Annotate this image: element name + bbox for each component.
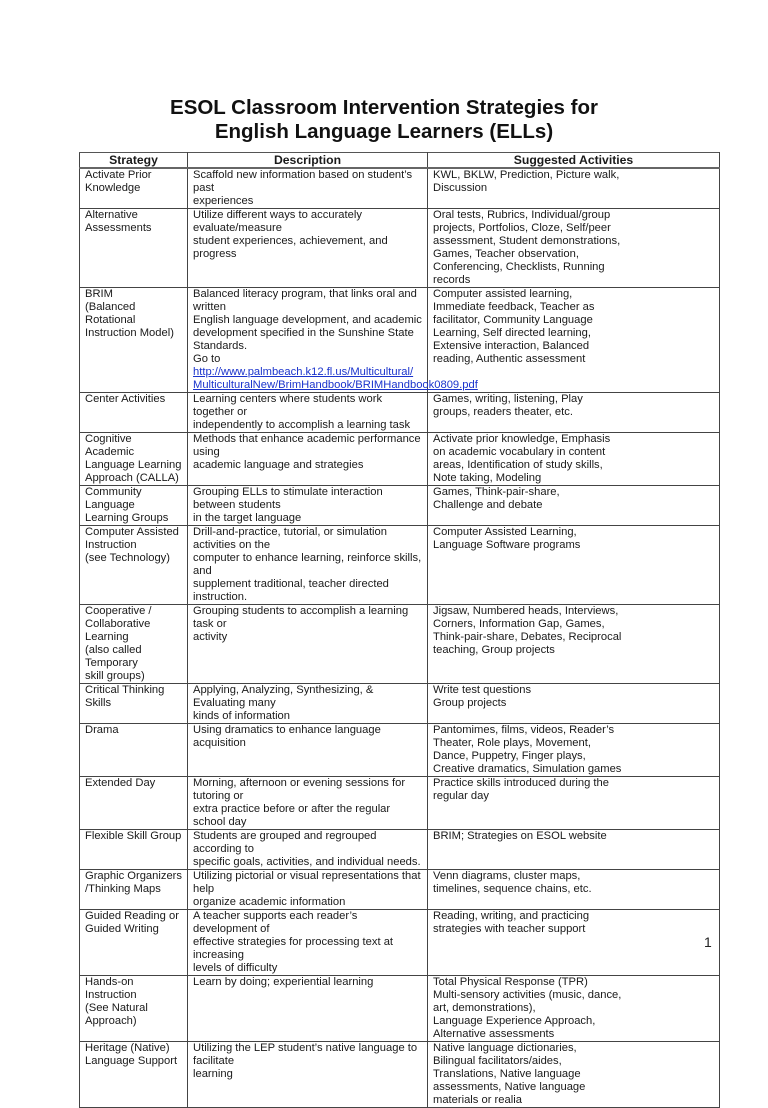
activities-text-line: assessment, Student demonstrations, [433,235,621,247]
strategy-text-line: Extended Day [85,777,156,789]
description-text-line: A teacher supports each reader’s development of [193,910,358,935]
description-text-line: Balanced literacy program, that links oral and written [193,288,417,313]
description-text-line: Drill-and-practice, tutorial, or simulation activities on the [193,526,387,551]
strategy-text-line: Cognitive Academic [85,433,135,458]
activities-cell [428,684,720,724]
strategy-text-line: Approach (CALLA) [85,472,179,484]
activities-cell [428,168,720,209]
description-cell [188,393,428,433]
activities-cell [428,605,720,684]
strategy-text-line: Guided Reading or [85,910,179,922]
activities-text-line: timelines, sequence chains, etc. [433,883,592,895]
table-row [80,168,720,209]
description-text-line: Grouping ELLs to stimulate interaction between students [193,486,383,511]
description-text-line: Utilize different ways to accurately evaluate/measure [193,209,362,234]
description-cell [188,724,428,777]
column-header-suggested-activities: Suggested Activities [428,153,720,169]
description-text-line: Learning centers where students work together or [193,393,383,418]
description-text-line: Methods that enhance academic performance using [193,433,421,458]
table-row [80,910,720,976]
table-row [80,1042,720,1108]
brim-handbook-link[interactable]: MulticulturalNew/BrimHandbook/BRIMHandbook0809.pdf [193,379,478,391]
activities-text-line: art, demonstrations), [433,1002,536,1014]
description-text-line: in the target language [193,512,302,524]
strategy-cell [80,288,188,393]
strategy-cell [80,486,188,526]
description-cell [188,209,428,288]
activities-cell [428,777,720,830]
strategy-cell [80,830,188,870]
activities-text-line: Note taking, Modeling [433,472,542,484]
activities-text-line: Learning, Self directed learning, [433,327,591,339]
description-text-line: Morning, afternoon or evening sessions for tutoring or [193,777,406,802]
activities-cell [428,288,720,393]
strategy-text-line: Collaborative Learning [85,618,151,643]
title-line-2: English Language Learners (ELLs) [214,120,554,143]
strategy-text-line: Graphic Organizers [85,870,182,882]
activities-cell [428,1042,720,1108]
document-title [0,96,768,144]
activities-text-line: Reading, writing, and practicing [433,910,590,922]
description-cell [188,1042,428,1108]
activities-cell [428,910,720,976]
description-text-line: Applying, Analyzing, Synthesizing, & Evaluating many [193,684,374,709]
description-text-line: supplement traditional, teacher directed instruction. [193,578,389,603]
activities-text-line: Write test questions [433,684,532,696]
activities-text-line: Extensive interaction, Balanced [433,340,590,352]
activities-text-line: Jigsaw, Numbered heads, Interviews, [433,605,619,617]
table-row [80,830,720,870]
table-row [80,976,720,1042]
activities-text-line: Language Experience Approach, [433,1015,596,1027]
table-row [80,209,720,288]
strategy-text-line: Language Learning [85,459,182,471]
description-text-line: English language development, and academic [193,314,422,326]
strategy-text-line: (see Technology) [85,552,170,564]
description-cell [188,605,428,684]
strategy-text-line: Alternative [85,209,138,221]
brim-handbook-link[interactable]: http://www.palmbeach.k12.fl.us/Multicultural/ [193,366,414,378]
strategy-text-line: /Thinking Maps [85,883,161,895]
description-text-line: extra practice before or after the regular school day [193,803,391,828]
description-text-line: learning [193,1068,233,1080]
activities-text-line: Immediate feedback, Teacher as [433,301,595,313]
strategy-text-line: Community Language [85,486,142,511]
activities-cell [428,976,720,1042]
strategy-cell [80,605,188,684]
strategy-text-line: Drama [85,724,119,736]
table-row [80,684,720,724]
description-cell [188,976,428,1042]
description-text-line: kinds of information [193,710,291,722]
description-cell [188,288,478,393]
strategy-text-line: Cooperative / [85,605,152,617]
description-text-line: Using dramatics to enhance language acquisition [193,724,381,749]
strategies-table [79,152,720,1108]
table-header-row [80,153,720,169]
description-text-line: Scaffold new information based on student’s past [193,169,413,194]
activities-text-line: Alternative assessments [433,1028,555,1040]
description-text-line: Utilizing the LEP student’s native language to facilitate [193,1042,418,1067]
activities-text-line: Bilingual facilitators/aides, [433,1055,562,1067]
strategy-cell [80,393,188,433]
strategy-cell [80,870,188,910]
activities-text-line: Native language dictionaries, [433,1042,577,1054]
activities-text-line: Total Physical Response (TPR) [433,976,588,988]
table-row [80,288,720,393]
strategy-text-line: BRIM [85,288,113,300]
strategy-text-line: Activate Prior [85,169,152,181]
strategy-text-line: Computer Assisted [85,526,179,538]
strategy-text-line: (Balanced Rotational [85,301,136,326]
strategy-text-line: Assessments [85,222,152,234]
activities-text-line: regular day [433,790,489,802]
activities-cell [428,486,720,526]
description-cell [188,684,428,724]
activities-text-line: projects, Portfolios, Cloze, Self/peer [433,222,611,234]
table-row [80,870,720,910]
title-line-1: ESOL Classroom Intervention Strategies for [170,96,598,119]
table-row [80,724,720,777]
activities-text-line: Computer assisted learning, [433,288,573,300]
activities-text-line: Theater, Role plays, Movement, [433,737,591,749]
strategy-cell [80,209,188,288]
activities-text-line: Think-pair-share, Debates, Reciprocal [433,631,622,643]
activities-text-line: reading, Authentic assessment [433,353,586,365]
strategy-text-line: Knowledge [85,182,141,194]
activities-text-line: facilitator, Community Language [433,314,593,326]
activities-text-line: Activate prior knowledge, Emphasis [433,433,611,445]
activities-cell [428,830,720,870]
strategy-cell [80,724,188,777]
activities-cell [428,724,720,777]
activities-cell [428,870,720,910]
activities-text-line: Challenge and debate [433,499,543,511]
activities-text-line: Discussion [433,182,488,194]
strategy-text-line: Heritage (Native) [85,1042,170,1054]
activities-text-line: Corners, Information Gap, Games, [433,618,605,630]
description-text-line: activity [193,631,228,643]
column-header-description: Description [188,153,428,169]
activities-text-line: materials or realia [433,1094,522,1106]
activities-cell [428,433,720,486]
strategy-text-line: Critical Thinking Skills [85,684,165,709]
activities-text-line: groups, readers theater, etc. [433,406,573,418]
description-text-line: student experiences, achievement, and progress [193,235,388,260]
activities-cell [428,209,720,288]
activities-text-line: KWL, BKLW, Prediction, Picture walk, [433,169,620,181]
description-cell [188,830,428,870]
description-text-line: Grouping students to accomplish a learning task or [193,605,409,630]
description-text-line: Utilizing pictorial or visual representations that help [193,870,421,895]
description-cell [188,777,428,830]
table-body [80,168,720,1108]
strategy-text-line: (See Natural [85,1002,148,1014]
strategy-text-line: (also called Temporary [85,644,142,669]
strategy-text-line: Hands-on Instruction [85,976,137,1001]
activities-text-line: Games, writing, listening, Play [433,393,583,405]
activities-text-line: Multi-sensory activities (music, dance, [433,989,622,1001]
activities-text-line: Oral tests, Rubrics, Individual/group [433,209,611,221]
strategy-cell [80,684,188,724]
description-cell [188,433,428,486]
activities-cell [428,393,720,433]
description-text-line: levels of difficulty [193,962,278,974]
table-row [80,393,720,433]
table-row [80,777,720,830]
description-text-line: Students are grouped and regrouped according to [193,830,377,855]
description-text-line: academic language and strategies [193,459,364,471]
description-text-line: Go to [193,353,221,365]
column-header-strategy: Strategy [80,153,188,169]
description-text-line: Learn by doing; experiential learning [193,976,374,988]
description-cell [188,486,428,526]
strategy-text-line: Center Activities [85,393,166,405]
description-text-line: development specified in the Sunshine State Standards. [193,327,414,352]
table-row [80,526,720,605]
strategy-cell [80,777,188,830]
strategy-cell [80,168,188,209]
activities-text-line: Venn diagrams, cluster maps, [433,870,581,882]
description-text-line: specific goals, activities, and individual needs. [193,856,421,868]
strategy-cell [80,433,188,486]
strategy-text-line: Language Support [85,1055,178,1067]
table-row [80,433,720,486]
strategy-text-line: Approach) [85,1015,137,1027]
activities-text-line: Computer Assisted Learning, [433,526,577,538]
page-number: 1 [704,934,712,950]
activities-text-line: Language Software programs [433,539,581,551]
strategy-text-line: Flexible Skill Group [85,830,182,842]
activities-text-line: BRIM; Strategies on ESOL website [433,830,607,842]
strategy-cell [80,526,188,605]
activities-text-line: Conferencing, Checklists, Running [433,261,605,273]
table-row [80,605,720,684]
activities-text-line: records [433,274,471,286]
activities-text-line: Creative dramatics, Simulation games [433,763,622,775]
strategy-text-line: Instruction Model) [85,327,174,339]
activities-text-line: Practice skills introduced during the [433,777,609,789]
activities-text-line: Games, Think-pair-share, [433,486,560,498]
activities-text-line: Dance, Puppetry, Finger plays, [433,750,586,762]
activities-text-line: teaching, Group projects [433,644,555,656]
description-text-line: experiences [193,195,254,207]
description-text-line: effective strategies for processing text at increasing [193,936,394,961]
activities-text-line: strategies with teacher support [433,923,586,935]
activities-text-line: on academic vocabulary in content [433,446,606,458]
activities-text-line: Translations, Native language [433,1068,581,1080]
description-text-line: computer to enhance learning, reinforce skills, and [193,552,422,577]
table-row [80,486,720,526]
description-text-line: organize academic information [193,896,346,908]
description-text-line: independently to accomplish a learning task [193,419,411,431]
strategy-cell [80,1042,188,1108]
strategy-cell [80,976,188,1042]
strategy-text-line: Instruction [85,539,137,551]
description-cell [188,910,428,976]
description-cell [188,168,428,209]
strategy-text-line: skill groups) [85,670,145,682]
strategy-text-line: Learning Groups [85,512,169,524]
description-cell [188,526,428,605]
activities-text-line: areas, Identification of study skills, [433,459,603,471]
description-cell [188,870,428,910]
strategy-cell [80,910,188,976]
activities-text-line: Pantomimes, films, videos, Reader’s [433,724,615,736]
activities-text-line: Games, Teacher observation, [433,248,579,260]
activities-text-line: Group projects [433,697,507,709]
activities-cell [428,526,720,605]
strategy-text-line: Guided Writing [85,923,159,935]
activities-text-line: assessments, Native language [433,1081,586,1093]
